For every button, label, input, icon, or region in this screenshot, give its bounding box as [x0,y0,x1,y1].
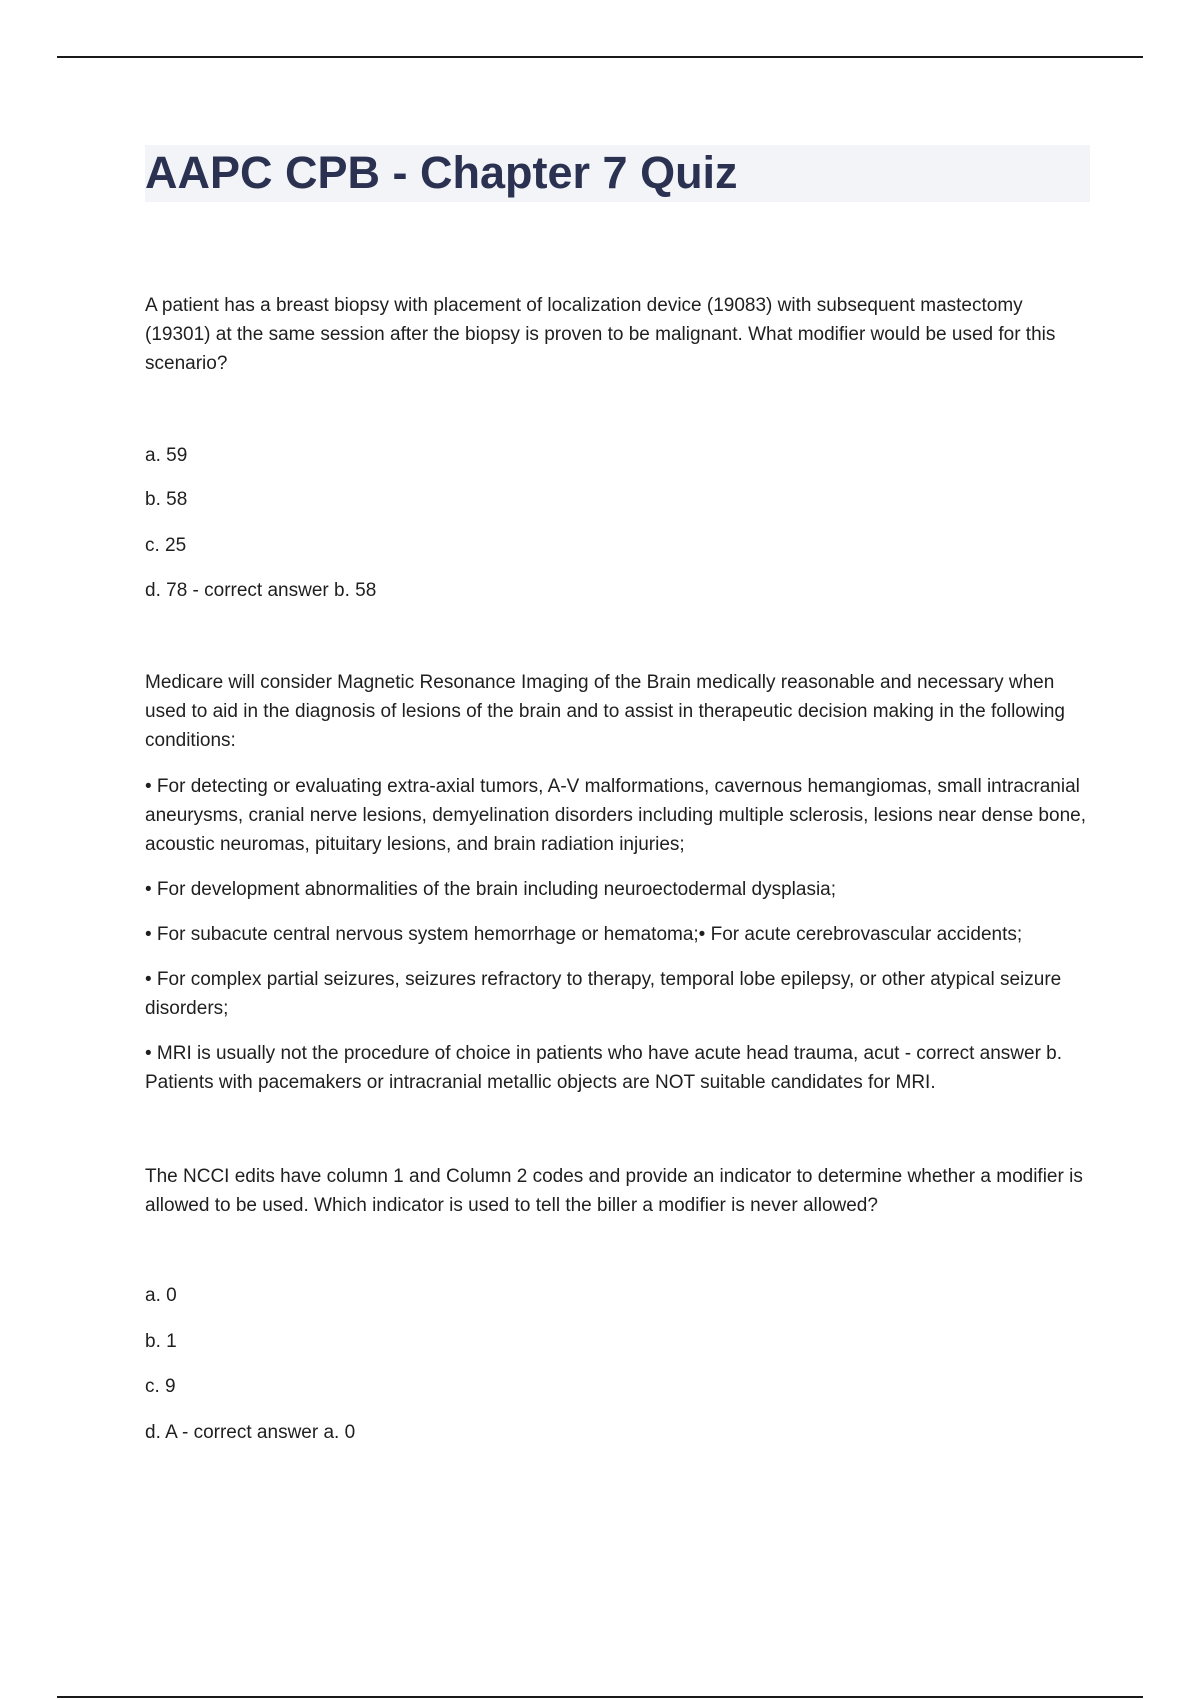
question-2-prompt: Medicare will consider Magnetic Resonance Imaging of the Brain medically reasonable and necessary when used to aid in the diagnosis of lesions of the brain and to assist in therapeutic decision making in the following conditions: [145,672,1065,751]
question-1-prompt: A patient has a breast biopsy with placement of localization device (19083) with subsequent mastectomy (19301) at the same session after the biopsy is proven to be malignant. What modifier would be used for this scenario? [145,295,1056,374]
question-1-option-d-answer: d. 78 - correct answer b. 58 [145,580,377,601]
question-2-bullet-3: • For subacute central nervous system hemorrhage or hematoma;• For acute cerebrovascular accidents; [145,924,1023,945]
question-2-bullet-4: • For complex partial seizures, seizures refractory to therapy, temporal lobe epilepsy, or other atypical seizure disorders; [145,969,1062,1019]
question-1-option-a: a. 59 [145,445,188,466]
question-2-bullet-1: • For detecting or evaluating extra-axial tumors, A-V malformations, cavernous hemangiomas, small intracranial aneurysms, cranial nerve lesions, demyelination disorders including multiple sclerosis, lesions near dense bone, acoustic neuromas, pituitary lesions, and brain radiation injuries; [145,776,1086,855]
question-2-bullet-5-answer: • MRI is usually not the procedure of choice in patients who have acute head trauma, acut - correct answer b. Patients with pacemakers or intracranial metallic objects are NOT suitable candidates for MRI. [145,1043,1063,1093]
bottom-rule [57,1696,1143,1698]
question-2-bullet-2: • For development abnormalities of the brain including neuroectodermal dysplasia; [145,879,837,900]
question-3-option-d-answer: d. A - correct answer a. 0 [145,1422,356,1443]
page-title: AAPC CPB - Chapter 7 Quiz [145,147,738,198]
question-1-option-c: c. 25 [145,535,187,556]
question-3-option-a: a. 0 [145,1285,177,1306]
top-rule [57,56,1143,58]
question-1-option-b: b. 58 [145,489,188,510]
question-3-prompt: The NCCI edits have column 1 and Column 2 codes and provide an indicator to determine whether a modifier is allowed to be used. Which indicator is used to tell the biller a modifier is never allowed? [145,1166,1083,1216]
question-3-option-c: c. 9 [145,1376,176,1397]
question-3-option-b: b. 1 [145,1331,177,1352]
